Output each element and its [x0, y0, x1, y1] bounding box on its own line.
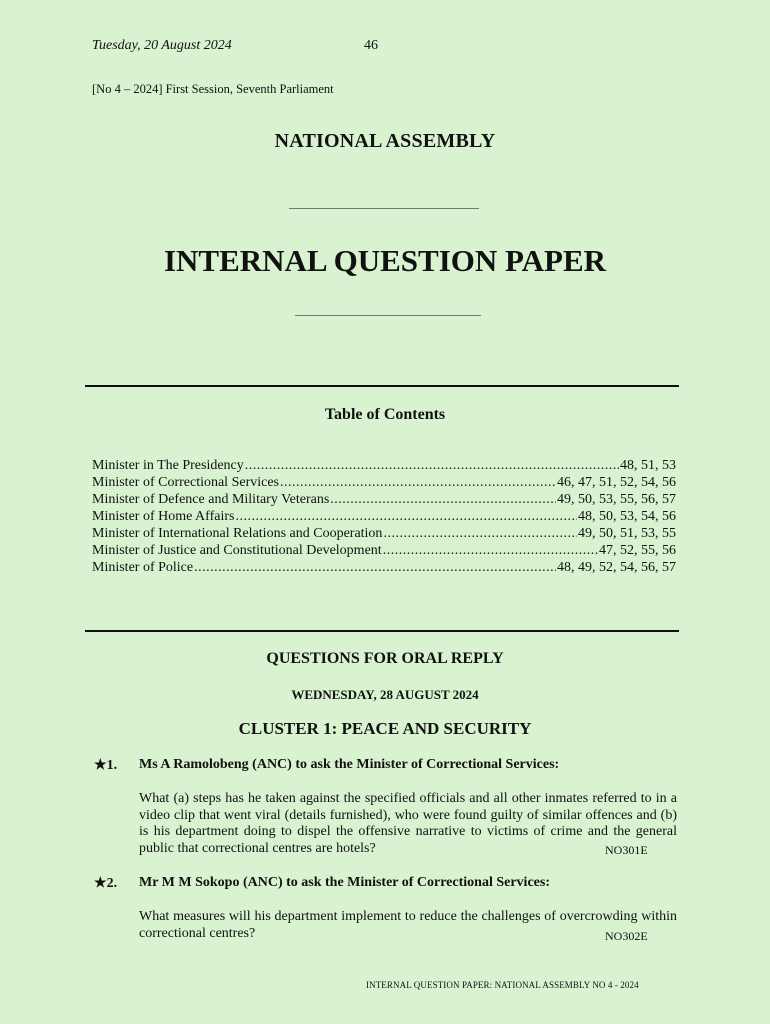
toc-entry[interactable]	[92, 474, 676, 491]
divider	[289, 208, 479, 209]
toc-entry[interactable]	[92, 457, 676, 474]
divider	[295, 315, 481, 316]
question-body: What measures will his department implement to reduce the challenges of overcrowding within correctional centres?	[139, 909, 677, 941]
header-date: Tuesday, 20 August 2024	[92, 38, 232, 53]
toc-entry[interactable]	[92, 559, 676, 576]
toc-entry-pages: 46, 47, 51, 52, 54, 56	[557, 475, 676, 490]
toc-entry-name: Minister of Home Affairs	[92, 509, 235, 524]
house-title: NATIONAL ASSEMBLY	[274, 130, 496, 152]
question-heading: Mr M M Sokopo (ANC) to ask the Minister of Correctional Services:	[139, 875, 550, 890]
question-code: NO302E	[605, 929, 648, 943]
toc-entry-pages: 47, 52, 55, 56	[599, 543, 676, 558]
toc-entry-name: Minister in The Presidency	[92, 458, 244, 473]
section-date: WEDNESDAY, 28 AUGUST 2024	[291, 687, 479, 702]
toc-entry-name: Minister of Correctional Services	[92, 475, 280, 490]
divider	[85, 385, 679, 387]
session-info: [No 4 – 2024] First Session, Seventh Parliament	[92, 82, 334, 96]
table-of-contents	[92, 457, 676, 576]
toc-entry[interactable]	[92, 525, 676, 542]
toc-entry[interactable]	[92, 508, 676, 525]
cluster-heading: CLUSTER 1: PEACE AND SECURITY	[238, 719, 532, 738]
paper-title: INTERNAL QUESTION PAPER	[163, 243, 607, 278]
toc-entry-name: Minister of International Relations and Cooperation	[92, 526, 383, 541]
toc-entry-pages: 48, 51, 53	[620, 458, 676, 473]
question-body: What (a) steps has he taken against the specified officials and all other inmates referred to in a video clip that went viral (details furnished), who were found guilty of similar offences and (b) is his department doing to dispel the offensive narrative to victims of crime and the general public that correctional centres are hotels?	[139, 791, 677, 856]
toc-entry-pages: 48, 49, 52, 54, 56, 57	[557, 560, 676, 575]
star-icon: ★	[94, 758, 107, 773]
section-heading: QUESTIONS FOR ORAL REPLY	[266, 650, 504, 667]
question-heading: Ms A Ramolobeng (ANC) to ask the Minister of Correctional Services:	[139, 757, 560, 772]
toc-entry-name: Minister of Justice and Constitutional Development	[92, 543, 382, 558]
divider	[85, 630, 679, 632]
toc-title: Table of Contents	[324, 406, 446, 423]
star-icon: ★	[94, 876, 107, 891]
question-number: ★1.	[94, 758, 118, 773]
page-footer: INTERNAL QUESTION PAPER: NATIONAL ASSEMBLY NO 4 - 2024	[366, 980, 639, 990]
toc-entry-name: Minister of Police	[92, 560, 194, 575]
toc-entry[interactable]	[92, 491, 676, 508]
toc-entry-name: Minister of Defence and Military Veterans	[92, 492, 330, 507]
question-number: ★2.	[94, 876, 118, 891]
toc-entry[interactable]	[92, 542, 676, 559]
question-code: NO301E	[605, 843, 648, 857]
toc-entry-pages: 49, 50, 53, 55, 56, 57	[557, 492, 676, 507]
page-number: 46	[364, 38, 378, 53]
toc-entry-pages: 49, 50, 51, 53, 55	[578, 526, 676, 541]
toc-entry-pages: 48, 50, 53, 54, 56	[578, 509, 676, 524]
